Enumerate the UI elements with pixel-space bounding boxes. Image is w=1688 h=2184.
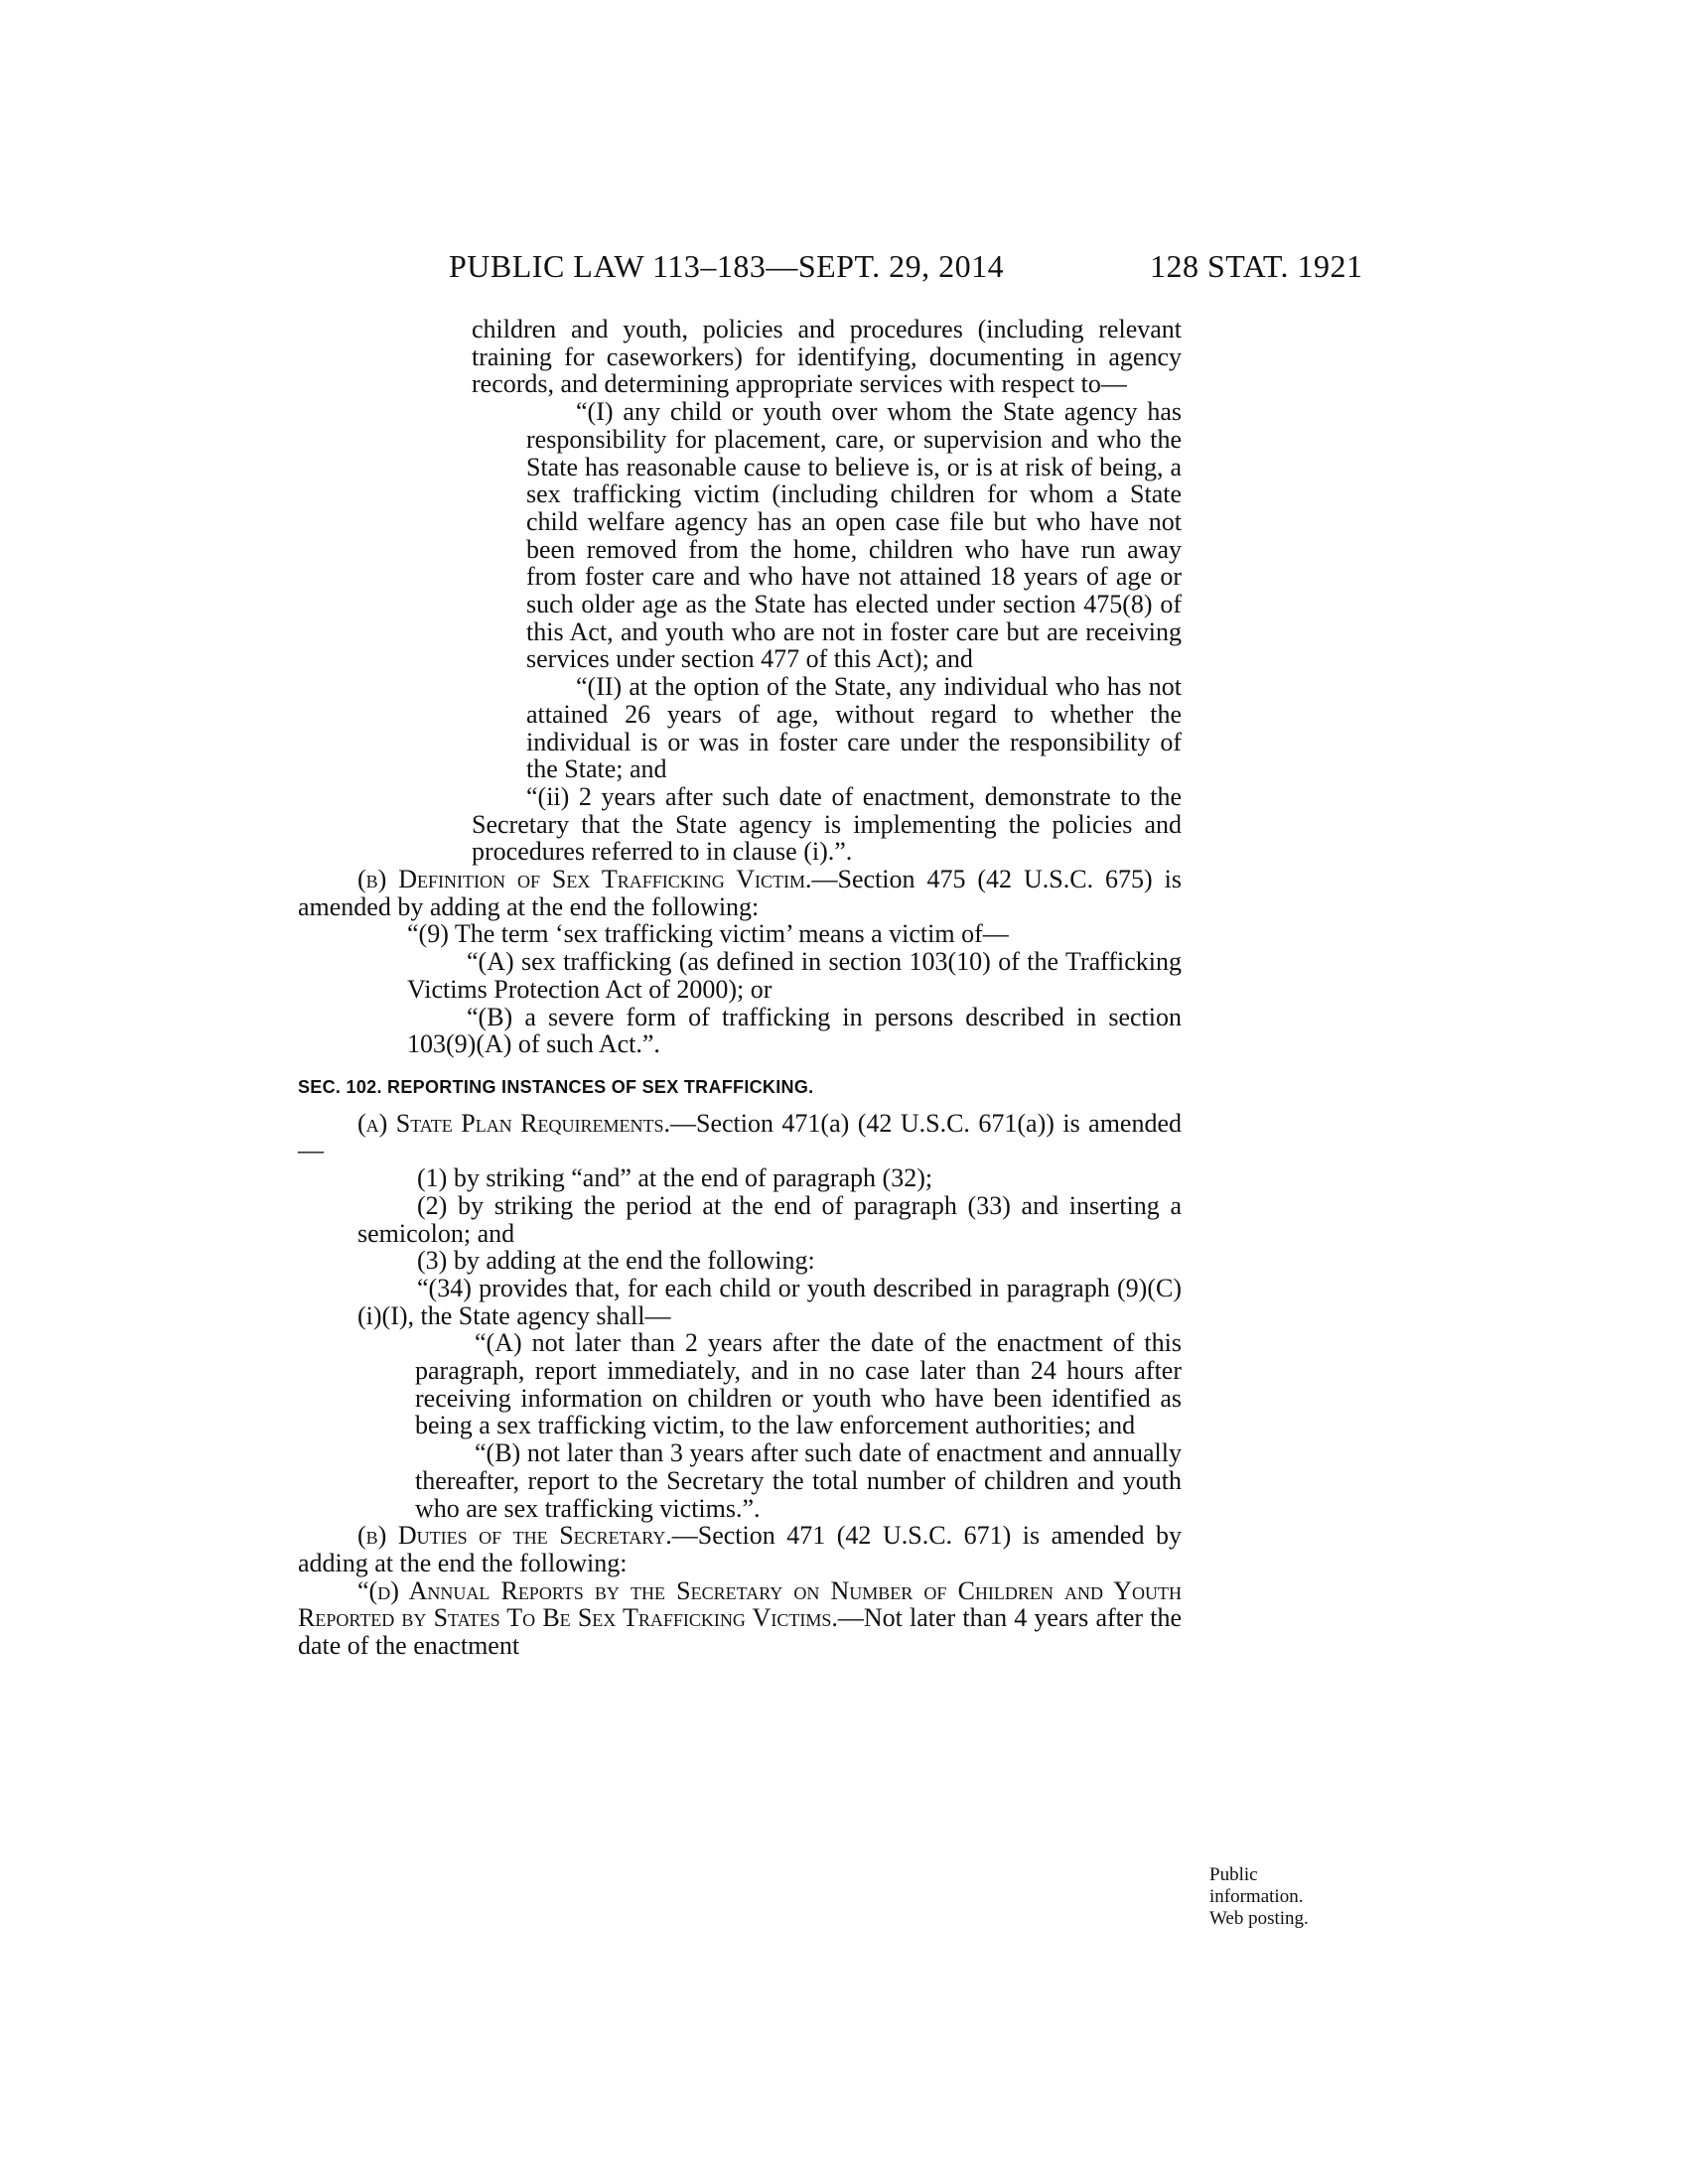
paragraph-text: —Not later than 4 years after the date of the enactment <box>298 1603 1182 1661</box>
subsection-heading: “(d) Annual Reports by the Secretary on Number of Children and Youth Reported by States To Be Sex Trafficking Victims. <box>298 1575 1182 1633</box>
paragraph: “(34) provides that, for each child or youth described in paragraph (9)(C)(i)(I), the State agency shall— <box>357 1273 1182 1330</box>
paragraph: “(II) at the option of the State, any individual who has not attained 26 years of age, without regard to whether the individual is or was in foster care under the responsibility of the State; and <box>526 672 1182 784</box>
paragraph <box>298 866 1182 920</box>
section-heading: SEC. 102. REPORTING INSTANCES OF SEX TRAFFICKING. <box>298 1076 814 1097</box>
paragraph: (3) by adding at the end the following: <box>417 1246 815 1276</box>
statute-text <box>298 316 1182 1660</box>
paragraph: “(B) a severe form of trafficking in persons described in section 103(9)(A) of such Act.”. <box>407 1002 1182 1059</box>
margin-note <box>1209 1864 1309 1930</box>
paragraph: “(I) any child or youth over whom the State agency has responsibility for placement, care, or supervision and who the State has reasonable cause to believe is, or is at risk of being, a sex trafficking victim (including children for whom a State child welfare agency has an open case file but who have not been removed from the home, children who have run away from foster care and who have not attained 18 years of age or such older age as the State has elected under section 475(8) of this Act, and youth who are not in foster care but are receiving services under section 477 of this Act); and <box>526 397 1182 674</box>
paragraph: (1) by striking “and” at the end of paragraph (32); <box>417 1163 933 1193</box>
margin-note-line: Web posting. <box>1209 1908 1309 1929</box>
paragraph: “(B) not later than 3 years after such date of enactment and annually thereafter, report to the Secretary the total number of children and youth who are sex trafficking victims.”. <box>415 1438 1182 1523</box>
paragraph: “(A) not later than 2 years after the date of the enactment of this paragraph, report immediately, and in no case later than 24 hours after receiving information on children or youth who have been identified as being a sex trafficking victim, to the law enforcement authorities; and <box>415 1328 1182 1440</box>
paragraph <box>298 1577 1182 1660</box>
paragraph-text: —Section 471 (42 U.S.C. 671) is amended by adding at the end the following: <box>298 1521 1182 1577</box>
paragraph: “(A) sex trafficking (as defined in section 103(10) of the Trafficking Victims Protection Act of 2000); or <box>407 947 1182 1004</box>
paragraph <box>298 1522 1182 1576</box>
running-header-title: PUBLIC LAW 113–183—SEPT. 29, 2014 <box>449 248 1005 284</box>
paragraph <box>298 1110 1182 1164</box>
paragraph: children and youth, policies and procedures (including relevant training for caseworkers) for identifying, documenting in agency records, and determining appropriate services with respect to— <box>472 315 1182 399</box>
paragraph-text: —Section 471(a) (42 U.S.C. 671(a)) is amended— <box>298 1108 1182 1165</box>
paragraph: (2) by striking the period at the end of paragraph (33) and inserting a semicolon; and <box>357 1190 1182 1248</box>
paragraph: “(ii) 2 years after such date of enactment, demonstrate to the Secretary that the State agency is implementing the policies and procedures referred to in clause (i).”. <box>472 781 1182 867</box>
subsection-heading: (a) State Plan Requirements. <box>357 1108 670 1138</box>
margin-note-line: information. <box>1209 1886 1304 1907</box>
paragraph-text: —Section 475 (42 U.S.C. 675) is amended by adding at the end the following: <box>298 865 1182 921</box>
paragraph: “(9) The term ‘sex trafficking victim’ means a victim of— <box>407 919 1009 949</box>
subsection-heading: (b) Duties of the Secretary. <box>357 1521 672 1551</box>
subsection-heading: (b) Definition of Sex Trafficking Victim. <box>357 865 812 894</box>
page-citation: 128 STAT. 1921 <box>1150 248 1363 284</box>
margin-note-line: Public <box>1209 1864 1258 1885</box>
